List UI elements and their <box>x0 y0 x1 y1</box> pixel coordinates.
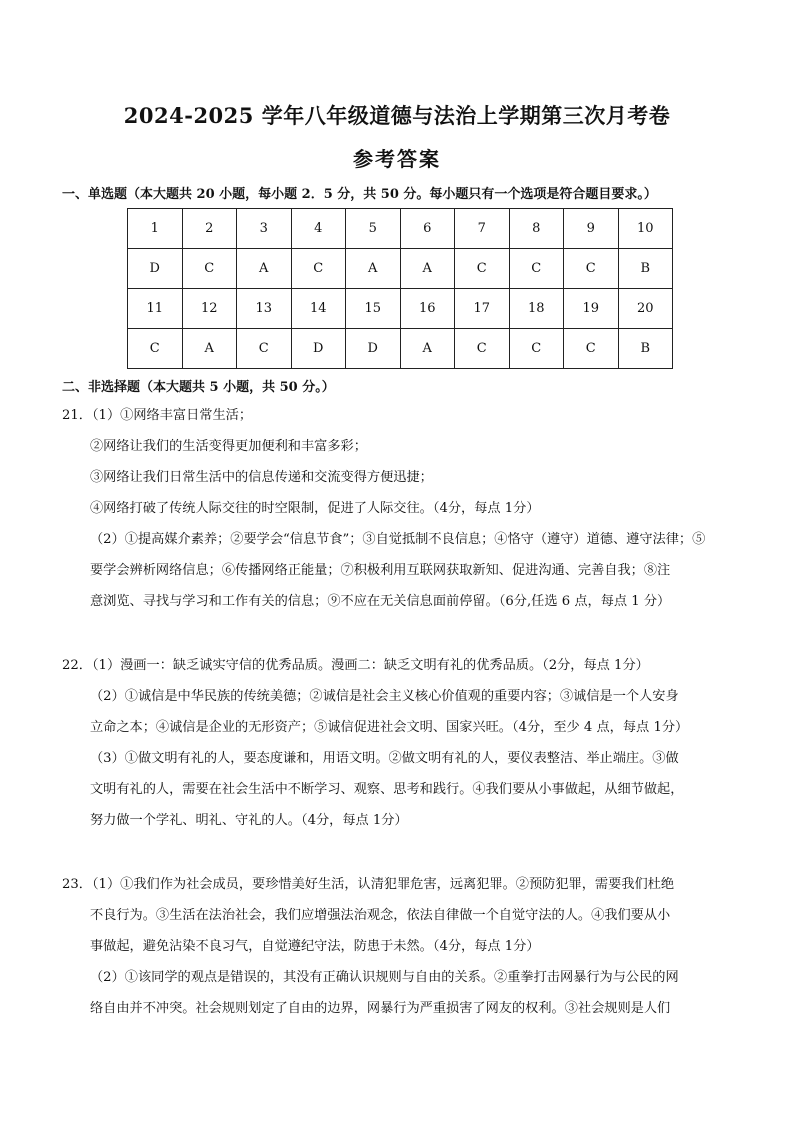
table-cell: 3 <box>237 209 292 249</box>
table-cell: 1 <box>128 209 183 249</box>
table-cell: 7 <box>455 209 510 249</box>
answer-table <box>127 208 673 369</box>
table-row <box>128 249 673 289</box>
table-cell: 11 <box>128 289 183 329</box>
table-cell: B <box>618 249 673 289</box>
table-cell: 4 <box>291 209 346 249</box>
table-cell: C <box>128 329 183 369</box>
q21-line: 21．（1）①网络丰富日常生活； <box>62 408 253 423</box>
q22-line: 22．（1）漫画一：缺乏诚实守信的优秀品质。漫画二：缺乏文明有礼的优秀品质。（2分，每点 1分） <box>62 658 649 673</box>
page-subtitle: 参考答案 <box>353 147 441 171</box>
table-cell: D <box>128 249 183 289</box>
q21-line: ④网络打破了传统人际交往的时空限制，促进了人际交往。（4分，每点 1分） <box>90 501 540 516</box>
section1-heading: 一、单选题（本大题共 20 小题，每小题 2．5 分，共 50 分。每小题只有一个选项是符合题目要求。） <box>62 187 657 202</box>
table-cell: 10 <box>618 209 673 249</box>
table-cell: A <box>346 249 401 289</box>
table-row <box>128 289 673 329</box>
table-cell: 14 <box>291 289 346 329</box>
table-cell: A <box>400 249 455 289</box>
table-cell: 5 <box>346 209 401 249</box>
q23-line: 23．（1）①我们作为社会成员，要珍惜美好生活，认清犯罪危害，远离犯罪。②预防犯罪，需要我们杜绝 <box>62 877 675 892</box>
table-cell: C <box>291 249 346 289</box>
table-cell: B <box>618 329 673 369</box>
table-row <box>128 209 673 249</box>
q21-line: ③网络让我们日常生活中的信息传递和交流变得方便迅捷； <box>90 470 433 485</box>
q23-line: 事做起，避免沾染不良习气，自觉遵纪守法，防患于未然。（4分，每点 1分） <box>90 939 540 954</box>
table-cell: 6 <box>400 209 455 249</box>
table-cell: 2 <box>182 209 237 249</box>
table-cell: 9 <box>564 209 619 249</box>
table-cell: C <box>455 329 510 369</box>
q22-line: 立命之本；④诚信是企业的无形资产；⑤诚信促进社会文明、国家兴旺。（4分，至少 4 点，每点 1分） <box>90 720 689 735</box>
table-cell: A <box>237 249 292 289</box>
q22-line: （3）①做文明有礼的人，要态度谦和，用语文明。②做文明有礼的人，要仪表整洁、举止端庄。③做 <box>90 751 679 766</box>
table-cell: 13 <box>237 289 292 329</box>
table-row <box>128 329 673 369</box>
q21-line: ②网络让我们的生活变得更加便利和丰富多彩； <box>90 439 367 454</box>
table-cell: C <box>564 249 619 289</box>
table-cell: 12 <box>182 289 237 329</box>
q23-line: （2）①该同学的观点是错误的，其没有正确认识规则与自由的关系。②重拳打击网暴行为与公民的网 <box>90 970 679 985</box>
table-cell: C <box>564 329 619 369</box>
table-cell: C <box>509 329 564 369</box>
table-cell: 8 <box>509 209 564 249</box>
table-cell: 18 <box>509 289 564 329</box>
q23-line: 不良行为。③生活在法治社会，我们应增强法治观念，依法自律做一个自觉守法的人。④我们要从小 <box>90 908 671 923</box>
q22-line: 努力做一个学礼、明礼、守礼的人。（4分，每点 1分） <box>90 813 408 828</box>
q22-line: （2）①诚信是中华民族的传统美德；②诚信是社会主义核心价值观的重要内容；③诚信是一个人安身 <box>90 689 679 704</box>
q23-line: 络自由并不冲突。社会规则划定了自由的边界，网暴行为严重损害了网友的权利。③社会规则是人们 <box>90 1001 671 1016</box>
table-cell: C <box>237 329 292 369</box>
table-cell: 20 <box>618 289 673 329</box>
table-cell: D <box>291 329 346 369</box>
table-cell: C <box>509 249 564 289</box>
table-cell: 15 <box>346 289 401 329</box>
table-cell: 19 <box>564 289 619 329</box>
table-cell: A <box>182 329 237 369</box>
table-cell: 16 <box>400 289 455 329</box>
table-cell: C <box>455 249 510 289</box>
q22-line: 文明有礼的人，需要在社会生活中不断学习、观察、思考和践行。④我们要从小事做起，从细节做起， <box>90 782 684 797</box>
q21-line: 意浏览、寻找与学习和工作有关的信息；⑨不应在无关信息面前停留。（6分,任选 6 点，每点 1 分） <box>90 594 671 609</box>
table-cell: A <box>400 329 455 369</box>
table-cell: D <box>346 329 401 369</box>
section2-heading: 二、非选择题（本大题共 5 小题，共 50 分。） <box>62 380 335 395</box>
table-cell: 17 <box>455 289 510 329</box>
table-cell: C <box>182 249 237 289</box>
page-title: 2024-2025 学年八年级道德与法治上学期第三次月考卷 <box>123 103 671 128</box>
q21-line: 要学会辨析网络信息；⑥传播网络正能量；⑦积极利用互联网获取新知、促进沟通、完善自我；⑧注 <box>90 563 671 578</box>
q21-line: （2）①提高媒介素养；②要学会“信息节食”；③自觉抵制不良信息；④恪守（遵守）道德、遵守法律；⑤ <box>90 532 706 547</box>
